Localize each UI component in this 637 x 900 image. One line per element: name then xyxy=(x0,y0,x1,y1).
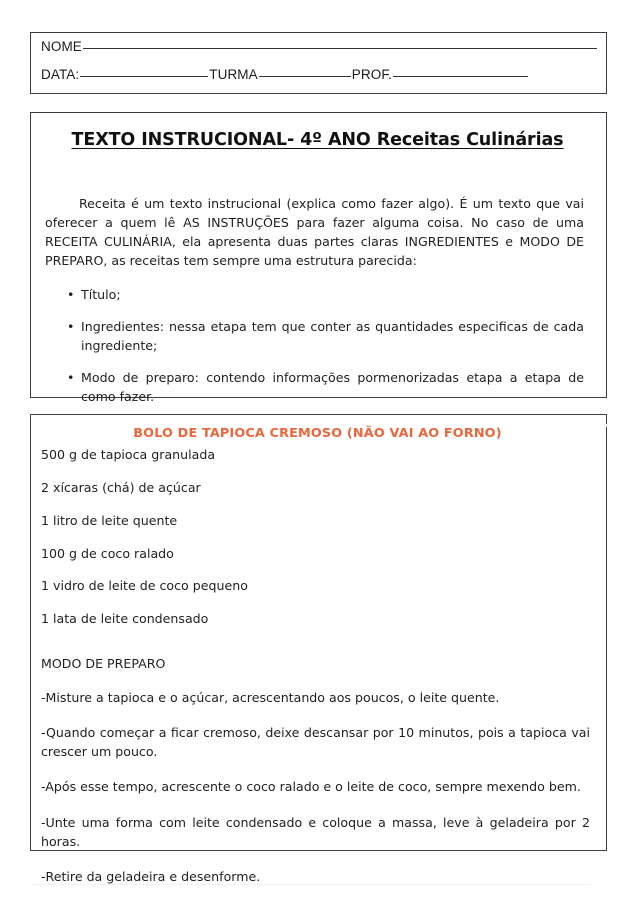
bullet-icon: • xyxy=(67,318,75,334)
list-item: -Após esse tempo, acrescente o coco ralado e o leite de coco, sempre mexendo bem. xyxy=(41,779,581,795)
list-item xyxy=(43,368,584,406)
list-item: 1 vidro de leite de coco pequeno xyxy=(41,578,248,594)
teacher-write-line[interactable] xyxy=(393,76,528,77)
class-label: TURMA xyxy=(209,67,258,82)
list-item: -Retire da geladeira e desenforme. xyxy=(41,868,261,884)
preparation-steps-list xyxy=(41,688,594,886)
student-header-box xyxy=(30,32,607,94)
list-item xyxy=(43,317,584,355)
date-write-line[interactable] xyxy=(80,76,208,77)
list-item: 1 litro de leite quente xyxy=(41,512,178,528)
list-item: -Misture a tapioca e o açúcar, acrescentando aos poucos, o leite quente. xyxy=(41,690,500,706)
date-label: DATA: xyxy=(41,67,80,82)
list-item-label: Modo de preparo: contendo informações pormenorizadas etapa a etapa de como fazer. xyxy=(81,369,584,405)
name-write-line[interactable] xyxy=(83,48,597,49)
name-label: NOME xyxy=(41,39,82,54)
preparation-heading: MODO DE PREPARO xyxy=(41,655,166,671)
list-item: 2 xícaras (chá) de açúcar xyxy=(41,479,201,495)
list-item-label: Título; xyxy=(81,286,121,302)
name-field-row xyxy=(41,39,598,61)
ingredients-list xyxy=(41,447,594,628)
list-item: 1 lata de leite condensado xyxy=(41,611,209,627)
list-item: -Unte uma forma com leite condensado e coloque a massa, leve à geladeira por 2 horas. xyxy=(41,814,590,849)
instructional-text-box xyxy=(30,112,607,405)
recipe-box xyxy=(30,414,607,884)
recipe-structure-list xyxy=(43,285,584,407)
date-class-teacher-row xyxy=(41,67,598,89)
bullet-icon: • xyxy=(67,286,75,302)
intro-paragraph: Receita é um texto instrucional (explica como fazer algo). É um texto que vai oferecer a quem lê AS INSTRUÇÕES para fazer alguma coisa. No caso de uma RECEITA CULINÁRIA, ela apresenta duas partes claras INGREDIENTES e MODO DE PREPARO, as receitas tem sempre uma estrutura parecida: xyxy=(45,196,584,269)
list-item: -Quando começar a ficar cremoso, deixe descansar por 10 minutos, pois a tapioca vai crescer um pouco. xyxy=(41,725,590,760)
recipe-title: BOLO DE TAPIOCA CREMOSO (NÃO VAI AO FORNO) xyxy=(133,426,502,441)
list-item: 500 g de tapioca granulada xyxy=(41,447,216,462)
list-item: 100 g de coco ralado xyxy=(41,545,174,561)
page-title: TEXTO INSTRUCIONAL- 4º ANO Receitas Culinárias xyxy=(71,130,564,150)
class-write-line[interactable] xyxy=(259,76,351,77)
list-item xyxy=(43,285,584,304)
list-item-label: Ingredientes: nessa etapa tem que conter as quantidades especificas de cada ingrediente; xyxy=(81,318,584,353)
bullet-icon: • xyxy=(67,369,75,385)
teacher-label: PROF. xyxy=(351,67,393,82)
